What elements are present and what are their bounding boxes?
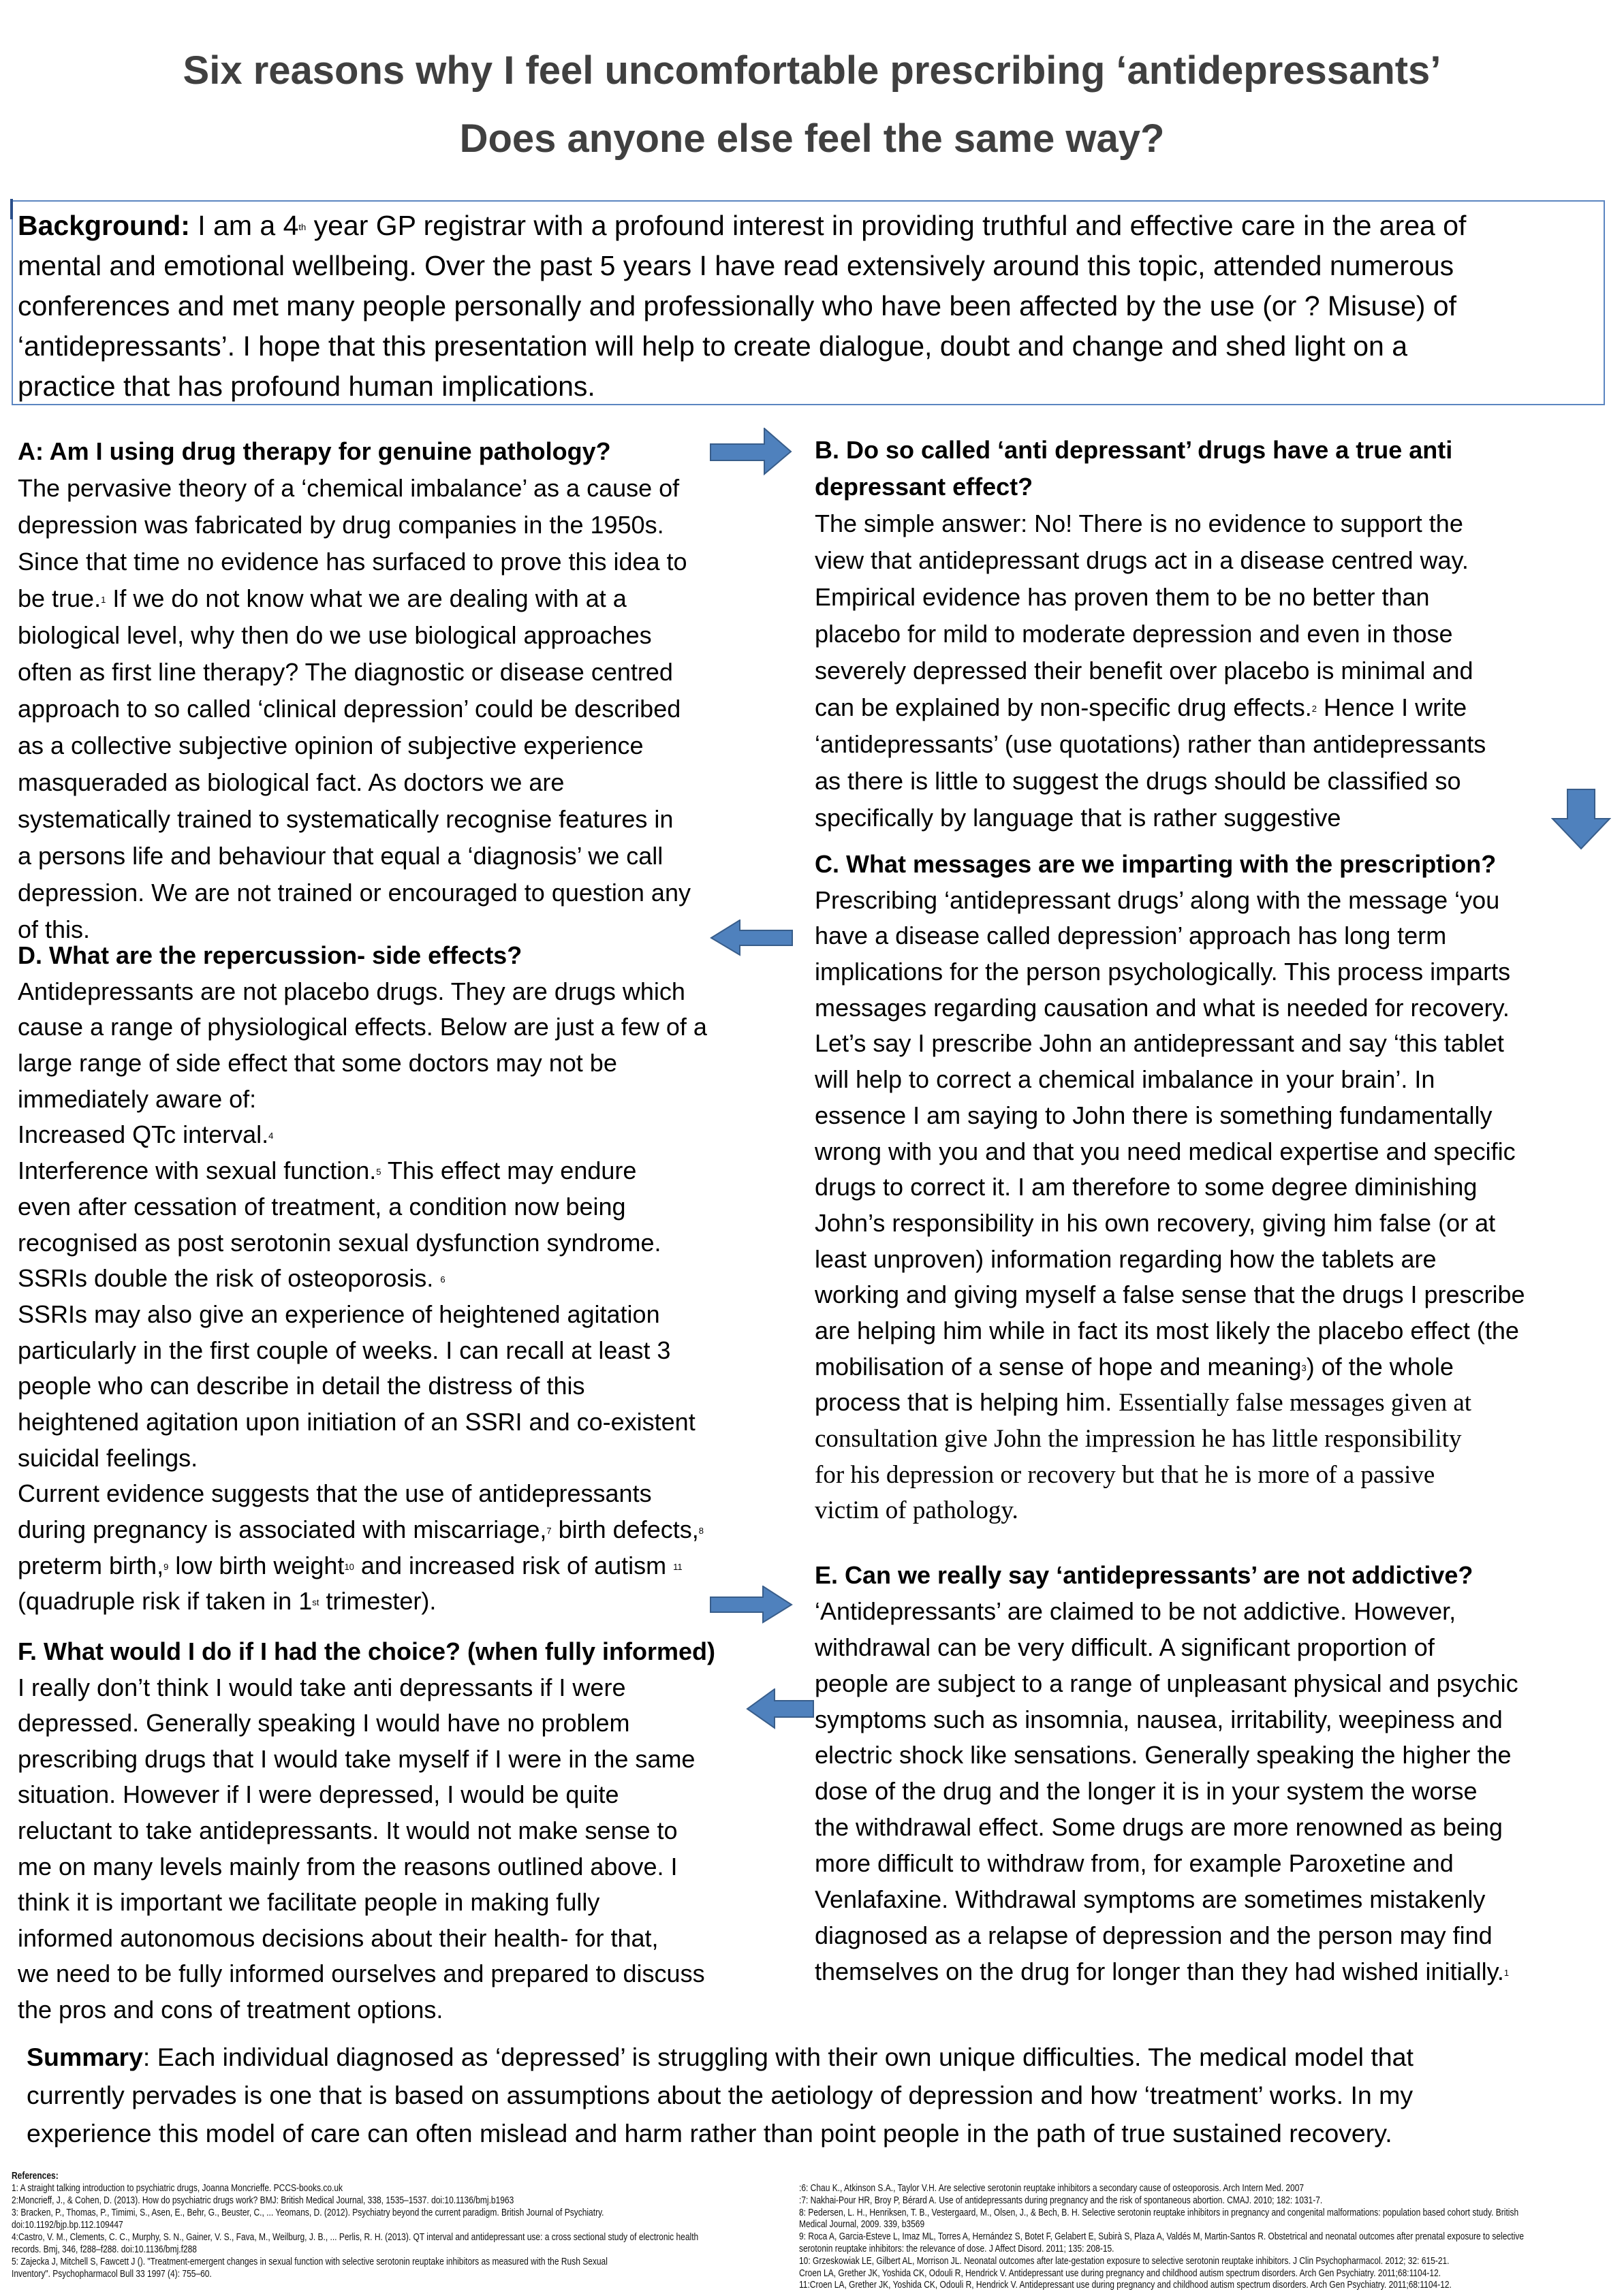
heading-text: depressant effect? xyxy=(815,473,1033,501)
heading-text: References: xyxy=(12,2170,59,2182)
reference-marker: 1 xyxy=(101,595,106,605)
text-line: severely depressed their benefit over placebo is minimal and xyxy=(815,657,1473,685)
text-line: even after cessation of treatment, a condition now being xyxy=(18,1192,626,1221)
reference-marker: 6 xyxy=(440,1274,446,1285)
text-line: people are subject to a range of unpleasant physical and psychic xyxy=(815,1669,1518,1697)
text-line: cause a range of physiological effects. Below are just a few of a xyxy=(18,1013,707,1041)
section-d xyxy=(18,938,707,1620)
text-line: reluctant to take antidepressants. It would not make sense to xyxy=(18,1816,678,1844)
heading-text: A: Am I using drug therapy for genuine pathology? xyxy=(18,437,611,465)
text-line: large range of side effect that some doctors may not be xyxy=(18,1049,617,1078)
text-segment: Interference with sexual function. xyxy=(18,1157,377,1185)
text-line: conferences and met many people personally and professionally who have been affected by the use (or ? Misuse) of xyxy=(18,290,1457,321)
text-line xyxy=(18,1584,707,1620)
text-line xyxy=(18,433,691,470)
text-line: wrong with you and that you need medical expertise and specific xyxy=(815,1137,1516,1165)
text-line xyxy=(815,1954,1518,1990)
text-line: practice that has profound human implications. xyxy=(18,371,595,402)
text-line: 8: Pedersen, L. H., Henriksen, T. B., Vestergaard, M., Olsen, J., & Bech, B. H. Selective serotonin reuptake inhibitors in pregnancy and congenital malformations: population based cohort study. British xyxy=(799,2206,1519,2218)
text-line: specifically by language that is rather suggestive xyxy=(815,804,1341,832)
text-line: electric shock like sensations. Generally speaking the higher the xyxy=(815,1741,1512,1770)
text-segment: be true. xyxy=(18,584,102,612)
text-line: withdrawal can be very difficult. A significant proportion of xyxy=(815,1633,1435,1661)
text-line xyxy=(18,1548,707,1584)
heading-text: F. What would I do if I had the choice? (when fully informed) xyxy=(18,1637,715,1665)
text-line xyxy=(815,432,1486,469)
text-segment: birth defects, xyxy=(551,1515,699,1543)
text-segment: can be explained by non-specific drug effects. xyxy=(815,693,1312,721)
text-line: 9: Roca A, Garcia-Esteve L, Imaz ML, Torres A, Hernández S, Botet F, Gelabert E, Subirà S, Plaza A, Valdés M, Martin-Santos R. Obstetrical and neonatal outcomes after prenatal exposure to selective xyxy=(799,2231,1525,2243)
text-line: of this. xyxy=(18,915,91,943)
heading-text: Background: xyxy=(18,210,190,241)
arrow-right-icon xyxy=(710,428,793,475)
text-line xyxy=(18,1117,707,1153)
background-text xyxy=(18,206,1466,407)
text-line xyxy=(18,1261,707,1297)
text-line: a persons life and behaviour that equal a ‘diagnosis’ we call xyxy=(18,842,663,870)
text-line: symptoms such as insomnia, nausea, irritability, weepiness and xyxy=(815,1705,1503,1733)
text-line: as a collective subjective opinion of subjective experience xyxy=(18,732,644,759)
text-line: informed autonomous decisions about their health- for that, xyxy=(18,1923,659,1952)
text-segment: I am a 4 xyxy=(189,210,299,241)
text-line: prescribing drugs that I would take myself if I were in the same xyxy=(18,1744,696,1773)
text-line: :7: Nakhai-Pour HR, Broy P, Bérard A. Use of antidepressants during pregnancy and the risk of spontaneous abortion. CMAJ. 2010; 182: 1031-7. xyxy=(799,2194,1323,2206)
text-segment: : Each individual diagnosed as ‘depressed’ is struggling with their own unique difficulties. The medical model that xyxy=(142,2043,1414,2071)
reference-marker: 8 xyxy=(698,1526,704,1536)
text-line: masqueraded as biological fact. As doctors we are xyxy=(18,768,565,796)
text-line: ‘antidepressants’. I hope that this presentation will help to create dialogue, doubt and change and shed light on a xyxy=(18,330,1408,362)
text-segment: process that is helping him. xyxy=(815,1388,1119,1417)
text-line: messages regarding causation and what is needed for recovery. xyxy=(815,993,1510,1022)
text-line xyxy=(815,1492,1525,1528)
text-line: situation. However if I were depressed, I would be quite xyxy=(18,1780,619,1809)
text-line: Medical Journal, 2009. 339, b3569 xyxy=(799,2218,925,2231)
text-line: me on many levels mainly from the reasons outlined above. I xyxy=(18,1852,678,1881)
text-line: particularly in the first couple of weeks. I can recall at least 3 xyxy=(18,1336,671,1364)
text-line xyxy=(815,1349,1525,1385)
text-segment: (quadruple risk if taken in 1 xyxy=(18,1587,313,1616)
text-line: 10: Grzeskowiak LE, Gilbert AL, Morrison JL. Neonatal outcomes after late-gestation exposure to selective serotonin reuptake inhibitors. J Clin Psychopharmacol. 2012; 32: 615-21. xyxy=(799,2254,1450,2267)
text-line: Croen LA, Grether JK, Yoshida CK, Odouli R, Hendrick V. Antidepressant use during pregnancy and childhood autism spectrum disorders. Arch Gen Psychiatry. 2011;68:1104-12. xyxy=(799,2267,1441,2279)
text-line: currently pervades is one that is based on assumptions about the aetiology of depression and how ‘treatment’ works. In my xyxy=(27,2081,1414,2109)
text-line xyxy=(815,1457,1525,1493)
reference-marker: 9 xyxy=(163,1561,169,1572)
text-segment: Essentially false messages given at xyxy=(1119,1389,1472,1417)
text-line: Current evidence suggests that the use of antidepressants xyxy=(18,1479,652,1508)
text-line: have a disease called depression’ approach has long term xyxy=(815,922,1447,950)
text-segment: trimester). xyxy=(319,1587,437,1616)
text-line: biological level, why then do we use biological approaches xyxy=(18,621,652,649)
heading-text: D. What are the repercussion- side effects? xyxy=(18,941,522,969)
reference-marker: 1 xyxy=(1503,1967,1510,1978)
text-line: depression was fabricated by drug companies in the 1950s. xyxy=(18,511,664,539)
text-line: Since that time no evidence has surfaced to prove this idea to xyxy=(18,548,687,576)
text-line: The pervasive theory of a ‘chemical imbalance’ as a cause of xyxy=(18,474,680,502)
text-line: more difficult to withdraw from, for example Paroxetine and xyxy=(815,1849,1454,1878)
text-segment: preterm birth, xyxy=(18,1551,164,1579)
text-segment: victim of pathology. xyxy=(815,1496,1018,1525)
arrow-down-icon xyxy=(1551,789,1611,850)
reference-marker: st xyxy=(312,1597,319,1608)
text-segment: low birth weight xyxy=(168,1551,345,1579)
text-line: I really don’t think I would take anti depressants if I were xyxy=(18,1673,626,1701)
references-left xyxy=(12,2170,698,2280)
text-line xyxy=(18,206,1466,246)
text-line: records. Bmj, 346, f288–f288. doi:10.1136/bmj.f288 xyxy=(12,2244,197,2255)
heading-text: Summary xyxy=(27,2043,143,2071)
text-segment: during pregnancy is associated with miscarriage, xyxy=(18,1515,547,1543)
text-line: think it is important we facilitate people in making fully xyxy=(18,1888,600,1917)
arrow-left-icon xyxy=(710,919,793,956)
section-a xyxy=(18,433,691,948)
text-line: least unproven) information regarding how the tablets are xyxy=(815,1244,1437,1273)
text-segment: and increased risk of autism xyxy=(354,1551,674,1579)
text-line: are helping him while in fact its most likely the placebo effect (the xyxy=(815,1316,1519,1344)
text-line xyxy=(18,1153,707,1189)
text-line: essence I am saying to John there is something fundamentally xyxy=(815,1101,1493,1129)
reference-marker: 11 xyxy=(673,1561,683,1572)
heading-text: B. Do so called ‘anti depressant’ drugs have a true anti xyxy=(815,436,1453,464)
heading-text: C. What messages are we imparting with the prescription? xyxy=(815,850,1497,878)
text-line xyxy=(815,689,1486,726)
reference-marker: 10 xyxy=(344,1561,354,1572)
text-line: 3: Bracken, P., Thomas, P., Timimi, S., Asen, E., Behr, G., Beuster, C., ... Yeomans, D. (2012). Psychiatry beyond the current paradigm. British Journal of Psychiatry. xyxy=(12,2207,604,2218)
text-line: :6: Chau K., Atkinson S.A., Taylor V.H. Are selective serotonin reuptake inhibitors a secondary cause of osteoporosis. Arch Intern Med. 2007 xyxy=(799,2182,1305,2194)
text-line: 4:Castro, V. M., Clements, C. C., Murphy, S. N., Gainer, V. S., Fava, M., Weilburg, J. B., ... Perlis, R. H. (2013). QT interval and antidepressant use: a cross sectional study of electronic health xyxy=(12,2231,699,2243)
arrow-left-icon xyxy=(746,1688,814,1729)
text-line: Antidepressants are not placebo drugs. They are drugs which xyxy=(18,977,685,1005)
text-line: dose of the drug and the longer it is in your system the worse xyxy=(815,1777,1478,1806)
section-f xyxy=(18,1634,715,2028)
text-line: suicidal feelings. xyxy=(18,1443,198,1472)
text-segment: ) of the whole xyxy=(1306,1352,1454,1381)
text-line: SSRIs may also give an experience of heightened agitation xyxy=(18,1300,660,1328)
references-right xyxy=(799,2182,1524,2291)
poster-title-line-1: Six reasons why I feel uncomfortable prescribing ‘antidepressants’ xyxy=(183,48,1441,93)
text-line: approach to so called ‘clinical depression’ could be described xyxy=(18,695,681,723)
text-segment: Hence I write xyxy=(1317,693,1467,721)
section-e xyxy=(815,1558,1518,1990)
text-line: placebo for mild to moderate depression and even in those xyxy=(815,620,1453,648)
text-line: 1: A straight talking introduction to psychiatric drugs, Joanna Moncrieffe. PCCS-books.co.uk xyxy=(12,2182,343,2194)
text-segment: themselves on the drug for longer than they had wished initially. xyxy=(815,1957,1504,1985)
text-line: Venlafaxine. Withdrawal symptoms are sometimes mistakenly xyxy=(815,1885,1486,1914)
text-line: 11:Croen LA, Grether JK, Yoshida CK, Odouli R, Hendrick V. Antidepressant use during pregnancy and childhood autism spectrum disorders. Arch Gen Psychiatry. 2011;68:1104-12. xyxy=(799,2279,1452,2291)
poster-title-line-2: Does anyone else feel the same way? xyxy=(459,116,1165,161)
text-line: heightened agitation upon initiation of an SSRI and co-existent xyxy=(18,1407,696,1436)
text-line xyxy=(815,1421,1525,1457)
text-line xyxy=(815,847,1525,883)
reference-marker: 7 xyxy=(546,1526,552,1536)
text-line: Empirical evidence has proven them to be no better than xyxy=(815,583,1430,611)
text-line: working and giving myself a false sense that the drugs I prescribe xyxy=(815,1280,1525,1309)
text-line xyxy=(27,2038,1414,2076)
text-line: doi:10.1192/bjp.bp.112.109447 xyxy=(12,2219,123,2231)
text-line: ‘Antidepressants’ are claimed to be not addictive. However, xyxy=(815,1597,1456,1625)
text-line: mental and emotional wellbeing. Over the past 5 years I have read extensively around this topic, attended numerous xyxy=(18,250,1454,281)
text-line: ‘antidepressants’ (use quotations) rather than antidepressants xyxy=(815,730,1486,758)
text-line: view that antidepressant drugs act in a disease centred way. xyxy=(815,546,1469,574)
heading-text: E. Can we really say ‘antidepressants’ are not addictive? xyxy=(815,1561,1473,1589)
text-line: depression. We are not trained or encouraged to question any xyxy=(18,879,691,907)
text-line: systematically trained to systematically recognise features in xyxy=(18,805,674,833)
text-line xyxy=(815,1558,1518,1594)
text-line xyxy=(18,580,691,617)
text-line: The simple answer: No! There is no evidence to support the xyxy=(815,509,1463,537)
text-segment: Increased QTc interval. xyxy=(18,1120,269,1149)
text-line xyxy=(18,1512,707,1548)
text-line xyxy=(815,469,1486,505)
text-segment: This effect may endure xyxy=(381,1157,637,1185)
text-line: recognised as post serotonin sexual dysfunction syndrome. xyxy=(18,1228,661,1257)
section-c xyxy=(815,847,1525,1528)
reference-marker: 4 xyxy=(268,1131,274,1142)
text-line: diagnosed as a relapse of depression and the person may find xyxy=(815,1921,1493,1949)
arrow-right-icon xyxy=(710,1586,793,1624)
text-line: the pros and cons of treatment options. xyxy=(18,1995,443,2024)
text-segment: mobilisation of a sense of hope and meaning xyxy=(815,1352,1302,1381)
text-segment: year GP registrar with a profound interest in providing truthful and effective care in the area of xyxy=(306,210,1467,241)
text-line: serotonin reuptake inhibitors: the relevance of dose. J Affect Disord. 2011; 135: 208-15. xyxy=(799,2242,1114,2254)
text-line: drugs to correct it. I am therefore to some degree diminishing xyxy=(815,1173,1478,1201)
text-segment: If we do not know what we are dealing with at a xyxy=(106,584,627,612)
reference-marker: th xyxy=(298,222,307,232)
text-line: as there is little to suggest the drugs should be classified so xyxy=(815,767,1461,795)
text-line xyxy=(18,1634,715,1670)
text-line: will help to correct a chemical imbalance in your brain’. In xyxy=(815,1065,1435,1094)
text-line: often as first line therapy? The diagnostic or disease centred xyxy=(18,658,673,686)
text-line: people who can describe in detail the distress of this xyxy=(18,1372,585,1400)
text-line: immediately aware of: xyxy=(18,1084,257,1113)
reference-marker: 2 xyxy=(1311,704,1317,714)
text-line: experience this model of care can often mislead and harm rather than point people in the path of true sustained recovery. xyxy=(27,2119,1392,2148)
reference-marker: 3 xyxy=(1301,1362,1307,1373)
text-line xyxy=(12,2170,698,2182)
text-line: Inventory". Psychopharmacol Bull 33 1997 (4): 755–60. xyxy=(12,2268,212,2280)
section-b xyxy=(815,432,1486,836)
text-segment: consultation give John the impression he has little responsibility xyxy=(815,1425,1462,1453)
summary xyxy=(27,2038,1414,2152)
text-line: the withdrawal effect. Some drugs are more renowned as being xyxy=(815,1813,1503,1842)
reference-marker: 5 xyxy=(376,1167,381,1178)
text-line: 5: Zajecka J, Mitchell S, Fawcett J (). "Treatment-emergent changes in sexual function with selective serotonin reuptake inhibitors as measured with the Rush Sexual xyxy=(12,2256,608,2267)
text-line: Prescribing ‘antidepressant drugs’ along with the message ‘you xyxy=(815,885,1500,914)
text-segment: for his depression or recovery but that he is more of a passive xyxy=(815,1460,1435,1489)
text-line: John’s responsibility in his own recovery, giving him false (or at xyxy=(815,1208,1496,1237)
text-line: implications for the person psychologically. This process imparts xyxy=(815,958,1511,986)
text-line: Let’s say I prescribe John an antidepressant and say ‘this tablet xyxy=(815,1029,1504,1058)
text-line xyxy=(18,938,707,974)
text-line: we need to be fully informed ourselves and prepared to discuss xyxy=(18,1960,705,1988)
text-line: depressed. Generally speaking I would have no problem xyxy=(18,1709,630,1737)
text-line xyxy=(815,1385,1525,1421)
text-segment: SSRIs double the risk of osteoporosis. xyxy=(18,1264,441,1293)
text-line: 2:Moncrieff, J., & Cohen, D. (2013). How do psychiatric drugs work? BMJ: British Medical Journal, 338, 1535–1537. doi:10.1136/bmj.b1963 xyxy=(12,2195,514,2206)
